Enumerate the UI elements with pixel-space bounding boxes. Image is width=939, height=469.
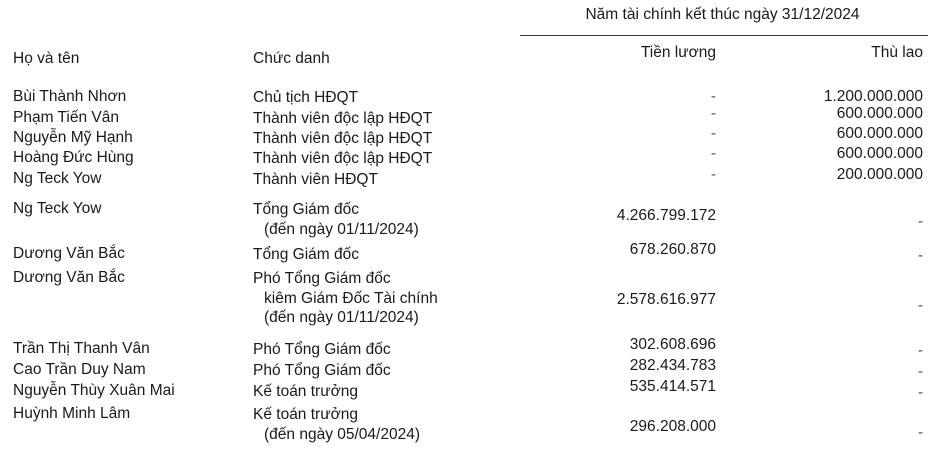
- position-title-line: Thành viên độc lập HĐQT: [253, 110, 433, 127]
- salary-value: -: [710, 88, 716, 105]
- salary-value: 4.266.799.172: [616, 207, 716, 224]
- position-title: [253, 109, 432, 129]
- position-title-line: Thành viên độc lập HĐQT: [253, 130, 433, 147]
- person-name: Cao Trần Duy Nam: [13, 361, 146, 378]
- person-name: Nguyễn Mỹ Hạnh: [13, 129, 133, 146]
- fee-value: 600.000.000: [836, 125, 923, 142]
- person-name: Trần Thị Thanh Vân: [13, 340, 150, 357]
- position-title-note: (đến ngày 01/11/2024): [264, 220, 419, 238]
- position-title-line: Kế toán trưởng: [253, 383, 358, 400]
- person-name: Dương Văn Bắc: [13, 245, 125, 262]
- salary-value: 2.578.616.977: [616, 291, 716, 308]
- salary-value: 296.208.000: [629, 418, 716, 435]
- position-title-line: Thành viên HĐQT: [253, 171, 378, 188]
- fee-value: -: [917, 247, 923, 264]
- salary-value: 678.260.870: [629, 241, 716, 258]
- position-title-line: Phó Tổng Giám đốc: [253, 362, 391, 379]
- fee-value: 200.000.000: [836, 166, 923, 183]
- fee-value: -: [917, 424, 923, 441]
- period-header: Năm tài chính kết thúc ngày 31/12/2024: [585, 6, 860, 23]
- position-title-line: Phó Tổng Giám đốc: [253, 270, 391, 287]
- position-title: [253, 200, 419, 239]
- position-title: [253, 382, 358, 402]
- position-title: [253, 340, 391, 360]
- person-name: Nguyễn Thùy Xuân Mai: [13, 382, 175, 399]
- column-header-name: Họ và tên: [13, 50, 80, 67]
- column-header-title: Chức danh: [253, 50, 330, 67]
- position-title: [253, 149, 432, 169]
- salary-value: 302.608.696: [629, 336, 716, 353]
- position-title: [253, 405, 420, 444]
- fee-value: -: [917, 342, 923, 359]
- salary-value: -: [710, 145, 716, 162]
- fee-value: -: [917, 213, 923, 230]
- position-title-line: Tổng Giám đốc: [253, 246, 359, 263]
- column-header-fee: Thù lao: [871, 44, 923, 61]
- fee-value: 600.000.000: [836, 105, 923, 122]
- person-name: Ng Teck Yow: [13, 170, 102, 187]
- position-title: [253, 129, 432, 149]
- person-name: Bùi Thành Nhơn: [13, 88, 127, 105]
- person-name: Ng Teck Yow: [13, 200, 102, 217]
- position-title-note: (đến ngày 05/04/2024): [264, 425, 420, 443]
- position-title-line: Phó Tổng Giám đốc: [253, 341, 391, 358]
- fee-value: -: [917, 297, 923, 314]
- column-header-salary: Tiền lương: [640, 44, 716, 61]
- person-name: Huỳnh Minh Lâm: [13, 405, 131, 422]
- salary-value: -: [710, 105, 716, 122]
- position-title: [253, 170, 378, 190]
- person-name: Dương Văn Bắc: [13, 269, 125, 286]
- position-title: [253, 361, 391, 381]
- position-title: [253, 245, 359, 265]
- position-title-line: Chủ tịch HĐQT: [253, 89, 359, 106]
- fee-value: 1.200.000.000: [823, 88, 923, 105]
- position-title-note: kiêm Giám Đốc Tài chính: [264, 289, 438, 307]
- person-name: Hoàng Đức Hùng: [13, 149, 134, 166]
- position-title-line: Kế toán trưởng: [253, 406, 358, 423]
- position-title-line: Tổng Giám đốc: [253, 201, 359, 218]
- salary-value: 282.434.783: [629, 357, 716, 374]
- position-title: [253, 269, 438, 328]
- salary-value: 535.414.571: [629, 378, 716, 395]
- position-title-line: Thành viên độc lập HĐQT: [253, 150, 433, 167]
- person-name: Phạm Tiến Vân: [13, 109, 119, 126]
- period-rule: [520, 35, 928, 36]
- position-title-note: (đến ngày 01/11/2024): [264, 309, 419, 327]
- salary-value: -: [710, 166, 716, 183]
- fee-value: -: [917, 384, 923, 401]
- position-title: [253, 88, 358, 108]
- fee-value: 600.000.000: [836, 145, 923, 162]
- salary-value: -: [710, 125, 716, 142]
- fee-value: -: [917, 363, 923, 380]
